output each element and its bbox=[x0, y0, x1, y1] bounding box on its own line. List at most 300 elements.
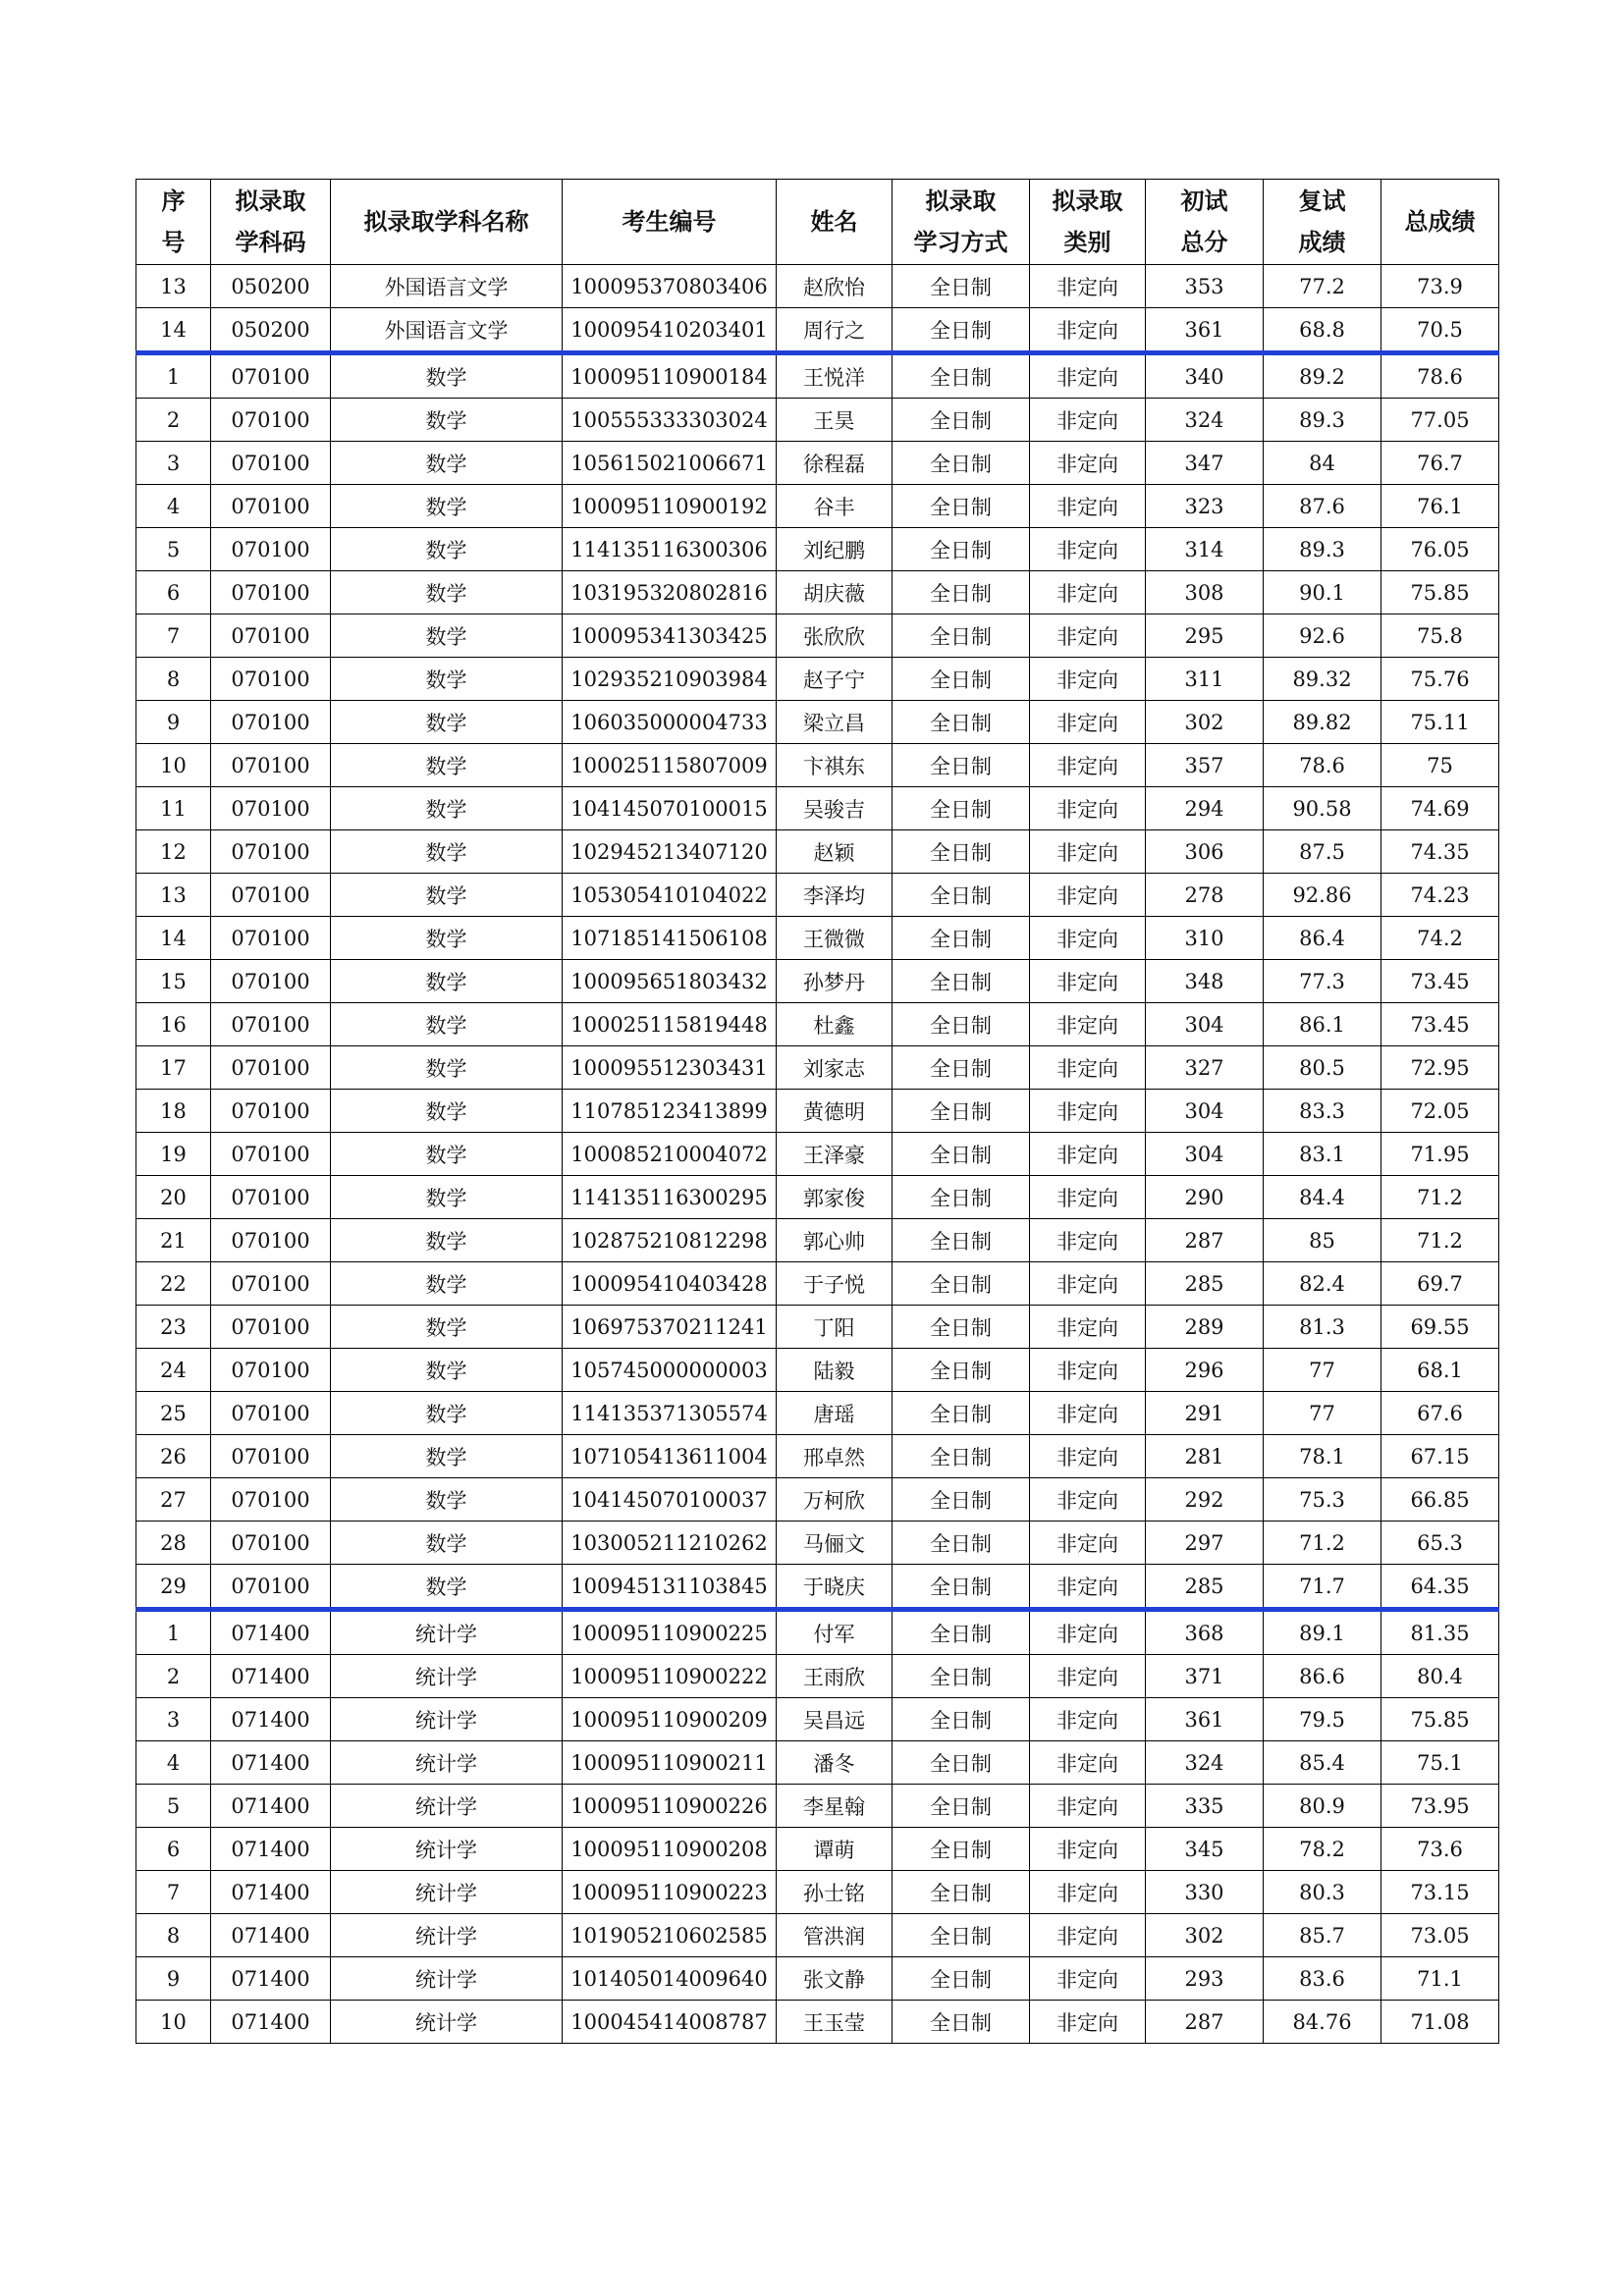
cell-name: 王昊 bbox=[777, 399, 893, 442]
cell-seq: 26 bbox=[136, 1435, 211, 1478]
cell-subject-code: 070100 bbox=[211, 485, 331, 528]
cell-subject-code: 070100 bbox=[211, 830, 331, 874]
table-row bbox=[136, 1522, 1499, 1565]
cell-name: 潘冬 bbox=[777, 1741, 893, 1785]
cell-subject-name: 数学 bbox=[331, 1133, 563, 1176]
cell-retest-score: 80.3 bbox=[1264, 1871, 1381, 1914]
cell-seq: 7 bbox=[136, 614, 211, 658]
cell-category: 非定向 bbox=[1030, 528, 1146, 571]
cell-category: 非定向 bbox=[1030, 1262, 1146, 1306]
cell-seq: 17 bbox=[136, 1046, 211, 1090]
header-label: 学习方式 bbox=[913, 229, 1008, 256]
table-row bbox=[136, 1478, 1499, 1522]
cell-category: 非定向 bbox=[1030, 1785, 1146, 1828]
cell-category: 非定向 bbox=[1030, 1655, 1146, 1698]
cell-retest-score: 83.1 bbox=[1264, 1133, 1381, 1176]
cell-subject-name: 数学 bbox=[331, 614, 563, 658]
cell-prelim-score: 327 bbox=[1146, 1046, 1264, 1090]
table-row bbox=[136, 960, 1499, 1003]
cell-total-score: 71.95 bbox=[1381, 1133, 1499, 1176]
cell-prelim-score: 357 bbox=[1146, 744, 1264, 787]
header-label: 考生编号 bbox=[622, 208, 717, 236]
cell-study-mode: 全日制 bbox=[893, 917, 1030, 960]
cell-name: 邢卓然 bbox=[777, 1435, 893, 1478]
cell-study-mode: 全日制 bbox=[893, 265, 1030, 308]
cell-prelim-score: 361 bbox=[1146, 308, 1264, 353]
cell-category: 非定向 bbox=[1030, 1003, 1146, 1046]
cell-category: 非定向 bbox=[1030, 917, 1146, 960]
cell-candidate-id: 101405014009640 bbox=[563, 1957, 777, 2001]
cell-seq: 25 bbox=[136, 1392, 211, 1435]
cell-prelim-score: 285 bbox=[1146, 1262, 1264, 1306]
header-subject-name bbox=[331, 180, 563, 265]
cell-study-mode: 全日制 bbox=[893, 1219, 1030, 1262]
cell-prelim-score: 304 bbox=[1146, 1090, 1264, 1133]
cell-category: 非定向 bbox=[1030, 874, 1146, 917]
cell-candidate-id: 100095410403428 bbox=[563, 1262, 777, 1306]
cell-category: 非定向 bbox=[1030, 2001, 1146, 2044]
cell-retest-score: 78.2 bbox=[1264, 1828, 1381, 1871]
cell-name: 徐程磊 bbox=[777, 442, 893, 485]
cell-prelim-score: 308 bbox=[1146, 571, 1264, 614]
cell-retest-score: 81.3 bbox=[1264, 1306, 1381, 1349]
cell-category: 非定向 bbox=[1030, 1610, 1146, 1655]
cell-study-mode: 全日制 bbox=[893, 1133, 1030, 1176]
cell-prelim-score: 289 bbox=[1146, 1306, 1264, 1349]
header-prelim-score bbox=[1146, 180, 1264, 265]
cell-name: 于子悦 bbox=[777, 1262, 893, 1306]
cell-subject-code: 070100 bbox=[211, 1176, 331, 1219]
cell-subject-name: 数学 bbox=[331, 787, 563, 830]
cell-subject-code: 071400 bbox=[211, 1828, 331, 1871]
cell-candidate-id: 100095410203401 bbox=[563, 308, 777, 353]
header-label: 拟录取 bbox=[925, 187, 997, 215]
cell-category: 非定向 bbox=[1030, 1176, 1146, 1219]
cell-prelim-score: 287 bbox=[1146, 2001, 1264, 2044]
cell-seq: 11 bbox=[136, 787, 211, 830]
cell-prelim-score: 371 bbox=[1146, 1655, 1264, 1698]
cell-name: 丁阳 bbox=[777, 1306, 893, 1349]
cell-seq: 14 bbox=[136, 308, 211, 353]
cell-prelim-score: 292 bbox=[1146, 1478, 1264, 1522]
header-label: 类别 bbox=[1063, 229, 1111, 256]
cell-candidate-id: 100095110900225 bbox=[563, 1610, 777, 1655]
cell-study-mode: 全日制 bbox=[893, 308, 1030, 353]
cell-subject-code: 071400 bbox=[211, 1655, 331, 1698]
cell-total-score: 74.69 bbox=[1381, 787, 1499, 830]
cell-subject-code: 070100 bbox=[211, 1090, 331, 1133]
cell-name: 李泽均 bbox=[777, 874, 893, 917]
cell-total-score: 76.1 bbox=[1381, 485, 1499, 528]
cell-total-score: 69.7 bbox=[1381, 1262, 1499, 1306]
cell-total-score: 68.1 bbox=[1381, 1349, 1499, 1392]
cell-candidate-id: 104145070100037 bbox=[563, 1478, 777, 1522]
cell-retest-score: 89.1 bbox=[1264, 1610, 1381, 1655]
cell-retest-score: 90.1 bbox=[1264, 571, 1381, 614]
cell-candidate-id: 100025115807009 bbox=[563, 744, 777, 787]
table-row bbox=[136, 1176, 1499, 1219]
cell-study-mode: 全日制 bbox=[893, 1565, 1030, 1610]
cell-total-score: 75.85 bbox=[1381, 571, 1499, 614]
cell-category: 非定向 bbox=[1030, 571, 1146, 614]
cell-subject-name: 数学 bbox=[331, 658, 563, 701]
cell-name: 刘纪鹏 bbox=[777, 528, 893, 571]
cell-retest-score: 83.3 bbox=[1264, 1090, 1381, 1133]
cell-subject-name: 外国语言文学 bbox=[331, 308, 563, 353]
cell-retest-score: 79.5 bbox=[1264, 1698, 1381, 1741]
cell-retest-score: 84.76 bbox=[1264, 2001, 1381, 2044]
table-row bbox=[136, 1133, 1499, 1176]
header-label: 号 bbox=[161, 229, 186, 256]
cell-category: 非定向 bbox=[1030, 1522, 1146, 1565]
cell-prelim-score: 314 bbox=[1146, 528, 1264, 571]
cell-prelim-score: 340 bbox=[1146, 353, 1264, 399]
cell-subject-name: 数学 bbox=[331, 1349, 563, 1392]
cell-seq: 3 bbox=[136, 1698, 211, 1741]
header-category bbox=[1030, 180, 1146, 265]
cell-retest-score: 87.5 bbox=[1264, 830, 1381, 874]
cell-seq: 9 bbox=[136, 701, 211, 744]
table-row bbox=[136, 787, 1499, 830]
cell-subject-name: 数学 bbox=[331, 701, 563, 744]
cell-name: 赵颖 bbox=[777, 830, 893, 874]
cell-seq: 21 bbox=[136, 1219, 211, 1262]
cell-total-score: 75.8 bbox=[1381, 614, 1499, 658]
cell-subject-name: 数学 bbox=[331, 1478, 563, 1522]
cell-seq: 15 bbox=[136, 960, 211, 1003]
cell-retest-score: 89.82 bbox=[1264, 701, 1381, 744]
table-row bbox=[136, 1219, 1499, 1262]
cell-study-mode: 全日制 bbox=[893, 1349, 1030, 1392]
cell-total-score: 73.05 bbox=[1381, 1914, 1499, 1957]
cell-category: 非定向 bbox=[1030, 1565, 1146, 1610]
cell-subject-name: 数学 bbox=[331, 1392, 563, 1435]
table-row bbox=[136, 442, 1499, 485]
cell-subject-code: 071400 bbox=[211, 2001, 331, 2044]
cell-subject-name: 统计学 bbox=[331, 1655, 563, 1698]
cell-candidate-id: 107105413611004 bbox=[563, 1435, 777, 1478]
cell-seq: 6 bbox=[136, 1828, 211, 1871]
cell-subject-code: 071400 bbox=[211, 1914, 331, 1957]
cell-retest-score: 92.86 bbox=[1264, 874, 1381, 917]
cell-study-mode: 全日制 bbox=[893, 1655, 1030, 1698]
table-row bbox=[136, 1957, 1499, 2001]
cell-candidate-id: 103195320802816 bbox=[563, 571, 777, 614]
cell-seq: 29 bbox=[136, 1565, 211, 1610]
cell-prelim-score: 306 bbox=[1146, 830, 1264, 874]
cell-category: 非定向 bbox=[1030, 1306, 1146, 1349]
cell-seq: 8 bbox=[136, 1914, 211, 1957]
cell-subject-name: 数学 bbox=[331, 1565, 563, 1610]
cell-prelim-score: 293 bbox=[1146, 1957, 1264, 2001]
table-row bbox=[136, 1741, 1499, 1785]
header-label: 拟录取 bbox=[1052, 187, 1123, 215]
cell-candidate-id: 101905210602585 bbox=[563, 1914, 777, 1957]
cell-category: 非定向 bbox=[1030, 308, 1146, 353]
cell-subject-name: 数学 bbox=[331, 917, 563, 960]
cell-study-mode: 全日制 bbox=[893, 1392, 1030, 1435]
cell-subject-code: 070100 bbox=[211, 528, 331, 571]
cell-retest-score: 89.3 bbox=[1264, 399, 1381, 442]
cell-subject-code: 070100 bbox=[211, 1565, 331, 1610]
cell-seq: 10 bbox=[136, 744, 211, 787]
table-row bbox=[136, 701, 1499, 744]
cell-subject-code: 070100 bbox=[211, 1133, 331, 1176]
cell-study-mode: 全日制 bbox=[893, 1741, 1030, 1785]
header-label: 总分 bbox=[1180, 229, 1228, 256]
cell-total-score: 71.1 bbox=[1381, 1957, 1499, 2001]
cell-candidate-id: 103005211210262 bbox=[563, 1522, 777, 1565]
cell-subject-code: 070100 bbox=[211, 1046, 331, 1090]
cell-subject-name: 数学 bbox=[331, 353, 563, 399]
header-subject-code bbox=[211, 180, 331, 265]
cell-total-score: 73.45 bbox=[1381, 1003, 1499, 1046]
cell-total-score: 66.85 bbox=[1381, 1478, 1499, 1522]
cell-retest-score: 84 bbox=[1264, 442, 1381, 485]
cell-name: 黄德明 bbox=[777, 1090, 893, 1133]
cell-candidate-id: 100095370803406 bbox=[563, 265, 777, 308]
cell-seq: 20 bbox=[136, 1176, 211, 1219]
cell-subject-name: 统计学 bbox=[331, 1785, 563, 1828]
cell-category: 非定向 bbox=[1030, 1435, 1146, 1478]
cell-study-mode: 全日制 bbox=[893, 787, 1030, 830]
cell-seq: 1 bbox=[136, 1610, 211, 1655]
cell-subject-name: 统计学 bbox=[331, 2001, 563, 2044]
table-row bbox=[136, 1828, 1499, 1871]
cell-prelim-score: 294 bbox=[1146, 787, 1264, 830]
cell-candidate-id: 100095110900208 bbox=[563, 1828, 777, 1871]
cell-retest-score: 89.32 bbox=[1264, 658, 1381, 701]
cell-seq: 13 bbox=[136, 874, 211, 917]
cell-study-mode: 全日制 bbox=[893, 1610, 1030, 1655]
cell-subject-code: 070100 bbox=[211, 1219, 331, 1262]
cell-subject-name: 外国语言文学 bbox=[331, 265, 563, 308]
cell-name: 吴骏吉 bbox=[777, 787, 893, 830]
cell-seq: 19 bbox=[136, 1133, 211, 1176]
cell-name: 谭萌 bbox=[777, 1828, 893, 1871]
cell-study-mode: 全日制 bbox=[893, 1698, 1030, 1741]
cell-candidate-id: 100095110900222 bbox=[563, 1655, 777, 1698]
header-candidate-id bbox=[563, 180, 777, 265]
cell-name: 胡庆薇 bbox=[777, 571, 893, 614]
cell-subject-code: 071400 bbox=[211, 1610, 331, 1655]
cell-prelim-score: 291 bbox=[1146, 1392, 1264, 1435]
cell-retest-score: 77 bbox=[1264, 1349, 1381, 1392]
cell-total-score: 74.23 bbox=[1381, 874, 1499, 917]
cell-category: 非定向 bbox=[1030, 614, 1146, 658]
header-row bbox=[136, 180, 1499, 265]
table-row bbox=[136, 485, 1499, 528]
cell-subject-code: 070100 bbox=[211, 701, 331, 744]
cell-study-mode: 全日制 bbox=[893, 1478, 1030, 1522]
cell-category: 非定向 bbox=[1030, 353, 1146, 399]
cell-subject-code: 070100 bbox=[211, 787, 331, 830]
cell-total-score: 65.3 bbox=[1381, 1522, 1499, 1565]
cell-candidate-id: 100095651803432 bbox=[563, 960, 777, 1003]
cell-prelim-score: 278 bbox=[1146, 874, 1264, 917]
cell-subject-name: 数学 bbox=[331, 1176, 563, 1219]
header-label: 姓名 bbox=[810, 208, 858, 236]
cell-total-score: 77.05 bbox=[1381, 399, 1499, 442]
cell-total-score: 74.2 bbox=[1381, 917, 1499, 960]
cell-category: 非定向 bbox=[1030, 1392, 1146, 1435]
cell-category: 非定向 bbox=[1030, 485, 1146, 528]
table-row bbox=[136, 1610, 1499, 1655]
cell-name: 孙士铭 bbox=[777, 1871, 893, 1914]
cell-seq: 12 bbox=[136, 830, 211, 874]
cell-study-mode: 全日制 bbox=[893, 2001, 1030, 2044]
cell-study-mode: 全日制 bbox=[893, 1435, 1030, 1478]
cell-retest-score: 86.4 bbox=[1264, 917, 1381, 960]
cell-retest-score: 92.6 bbox=[1264, 614, 1381, 658]
cell-subject-name: 统计学 bbox=[331, 1741, 563, 1785]
table-row bbox=[136, 1698, 1499, 1741]
cell-subject-name: 数学 bbox=[331, 1306, 563, 1349]
cell-subject-name: 数学 bbox=[331, 1522, 563, 1565]
cell-candidate-id: 100095512303431 bbox=[563, 1046, 777, 1090]
cell-name: 管洪润 bbox=[777, 1914, 893, 1957]
cell-total-score: 67.15 bbox=[1381, 1435, 1499, 1478]
cell-total-score: 73.6 bbox=[1381, 1828, 1499, 1871]
cell-study-mode: 全日制 bbox=[893, 399, 1030, 442]
cell-total-score: 73.45 bbox=[1381, 960, 1499, 1003]
cell-retest-score: 89.3 bbox=[1264, 528, 1381, 571]
cell-category: 非定向 bbox=[1030, 399, 1146, 442]
table-row bbox=[136, 2001, 1499, 2044]
cell-subject-code: 070100 bbox=[211, 960, 331, 1003]
table-row bbox=[136, 353, 1499, 399]
table-row bbox=[136, 744, 1499, 787]
cell-total-score: 80.4 bbox=[1381, 1655, 1499, 1698]
cell-prelim-score: 324 bbox=[1146, 399, 1264, 442]
cell-candidate-id: 100555333303024 bbox=[563, 399, 777, 442]
cell-name: 周行之 bbox=[777, 308, 893, 353]
cell-retest-score: 87.6 bbox=[1264, 485, 1381, 528]
cell-total-score: 67.6 bbox=[1381, 1392, 1499, 1435]
cell-name: 马俪文 bbox=[777, 1522, 893, 1565]
cell-retest-score: 77.2 bbox=[1264, 265, 1381, 308]
cell-candidate-id: 104145070100015 bbox=[563, 787, 777, 830]
table-row bbox=[136, 1655, 1499, 1698]
header-name bbox=[777, 180, 893, 265]
cell-seq: 2 bbox=[136, 399, 211, 442]
cell-name: 万柯欣 bbox=[777, 1478, 893, 1522]
cell-prelim-score: 302 bbox=[1146, 701, 1264, 744]
cell-subject-name: 数学 bbox=[331, 1219, 563, 1262]
table-row bbox=[136, 658, 1499, 701]
cell-prelim-score: 323 bbox=[1146, 485, 1264, 528]
cell-study-mode: 全日制 bbox=[893, 701, 1030, 744]
cell-total-score: 76.05 bbox=[1381, 528, 1499, 571]
cell-subject-name: 统计学 bbox=[331, 1914, 563, 1957]
cell-category: 非定向 bbox=[1030, 1349, 1146, 1392]
cell-subject-name: 数学 bbox=[331, 399, 563, 442]
cell-name: 赵欣怡 bbox=[777, 265, 893, 308]
cell-seq: 6 bbox=[136, 571, 211, 614]
cell-subject-code: 070100 bbox=[211, 442, 331, 485]
cell-seq: 24 bbox=[136, 1349, 211, 1392]
cell-subject-code: 070100 bbox=[211, 614, 331, 658]
cell-category: 非定向 bbox=[1030, 1090, 1146, 1133]
table-row bbox=[136, 308, 1499, 353]
cell-candidate-id: 102875210812298 bbox=[563, 1219, 777, 1262]
cell-total-score: 71.2 bbox=[1381, 1219, 1499, 1262]
cell-study-mode: 全日制 bbox=[893, 614, 1030, 658]
cell-subject-code: 070100 bbox=[211, 1478, 331, 1522]
table-row bbox=[136, 1306, 1499, 1349]
cell-study-mode: 全日制 bbox=[893, 571, 1030, 614]
cell-name: 于晓庆 bbox=[777, 1565, 893, 1610]
cell-subject-code: 071400 bbox=[211, 1698, 331, 1741]
cell-subject-name: 统计学 bbox=[331, 1698, 563, 1741]
cell-name: 付军 bbox=[777, 1610, 893, 1655]
cell-prelim-score: 347 bbox=[1146, 442, 1264, 485]
cell-study-mode: 全日制 bbox=[893, 528, 1030, 571]
table-row bbox=[136, 1090, 1499, 1133]
cell-study-mode: 全日制 bbox=[893, 1003, 1030, 1046]
cell-candidate-id: 100045414008787 bbox=[563, 2001, 777, 2044]
cell-study-mode: 全日制 bbox=[893, 1871, 1030, 1914]
cell-name: 郭家俊 bbox=[777, 1176, 893, 1219]
cell-study-mode: 全日制 bbox=[893, 1957, 1030, 2001]
cell-candidate-id: 100095110900192 bbox=[563, 485, 777, 528]
table-row bbox=[136, 1262, 1499, 1306]
cell-subject-code: 070100 bbox=[211, 744, 331, 787]
cell-prelim-score: 353 bbox=[1146, 265, 1264, 308]
cell-candidate-id: 100095110900184 bbox=[563, 353, 777, 399]
cell-name: 谷丰 bbox=[777, 485, 893, 528]
cell-candidate-id: 105745000000003 bbox=[563, 1349, 777, 1392]
cell-name: 王雨欣 bbox=[777, 1655, 893, 1698]
cell-prelim-score: 285 bbox=[1146, 1565, 1264, 1610]
cell-subject-code: 071400 bbox=[211, 1957, 331, 2001]
cell-candidate-id: 114135371305574 bbox=[563, 1392, 777, 1435]
cell-prelim-score: 287 bbox=[1146, 1219, 1264, 1262]
cell-candidate-id: 110785123413899 bbox=[563, 1090, 777, 1133]
cell-total-score: 75 bbox=[1381, 744, 1499, 787]
cell-total-score: 73.9 bbox=[1381, 265, 1499, 308]
header-label: 拟录取 bbox=[235, 187, 306, 215]
cell-study-mode: 全日制 bbox=[893, 1090, 1030, 1133]
header-study-mode bbox=[893, 180, 1030, 265]
cell-study-mode: 全日制 bbox=[893, 744, 1030, 787]
cell-retest-score: 90.58 bbox=[1264, 787, 1381, 830]
cell-candidate-id: 106035000004733 bbox=[563, 701, 777, 744]
cell-category: 非定向 bbox=[1030, 1046, 1146, 1090]
cell-retest-score: 77.3 bbox=[1264, 960, 1381, 1003]
cell-name: 王微微 bbox=[777, 917, 893, 960]
table-header bbox=[136, 180, 1499, 265]
cell-prelim-score: 302 bbox=[1146, 1914, 1264, 1957]
table-row bbox=[136, 399, 1499, 442]
table-row bbox=[136, 1392, 1499, 1435]
cell-study-mode: 全日制 bbox=[893, 1828, 1030, 1871]
cell-subject-code: 070100 bbox=[211, 874, 331, 917]
cell-category: 非定向 bbox=[1030, 1698, 1146, 1741]
cell-category: 非定向 bbox=[1030, 265, 1146, 308]
cell-retest-score: 84.4 bbox=[1264, 1176, 1381, 1219]
cell-total-score: 72.05 bbox=[1381, 1090, 1499, 1133]
header-label: 序 bbox=[161, 187, 186, 215]
cell-prelim-score: 281 bbox=[1146, 1435, 1264, 1478]
header-label: 学科码 bbox=[235, 229, 306, 256]
cell-subject-name: 数学 bbox=[331, 485, 563, 528]
cell-category: 非定向 bbox=[1030, 1957, 1146, 2001]
cell-candidate-id: 102935210903984 bbox=[563, 658, 777, 701]
cell-total-score: 73.15 bbox=[1381, 1871, 1499, 1914]
cell-retest-score: 86.1 bbox=[1264, 1003, 1381, 1046]
cell-subject-code: 070100 bbox=[211, 1522, 331, 1565]
